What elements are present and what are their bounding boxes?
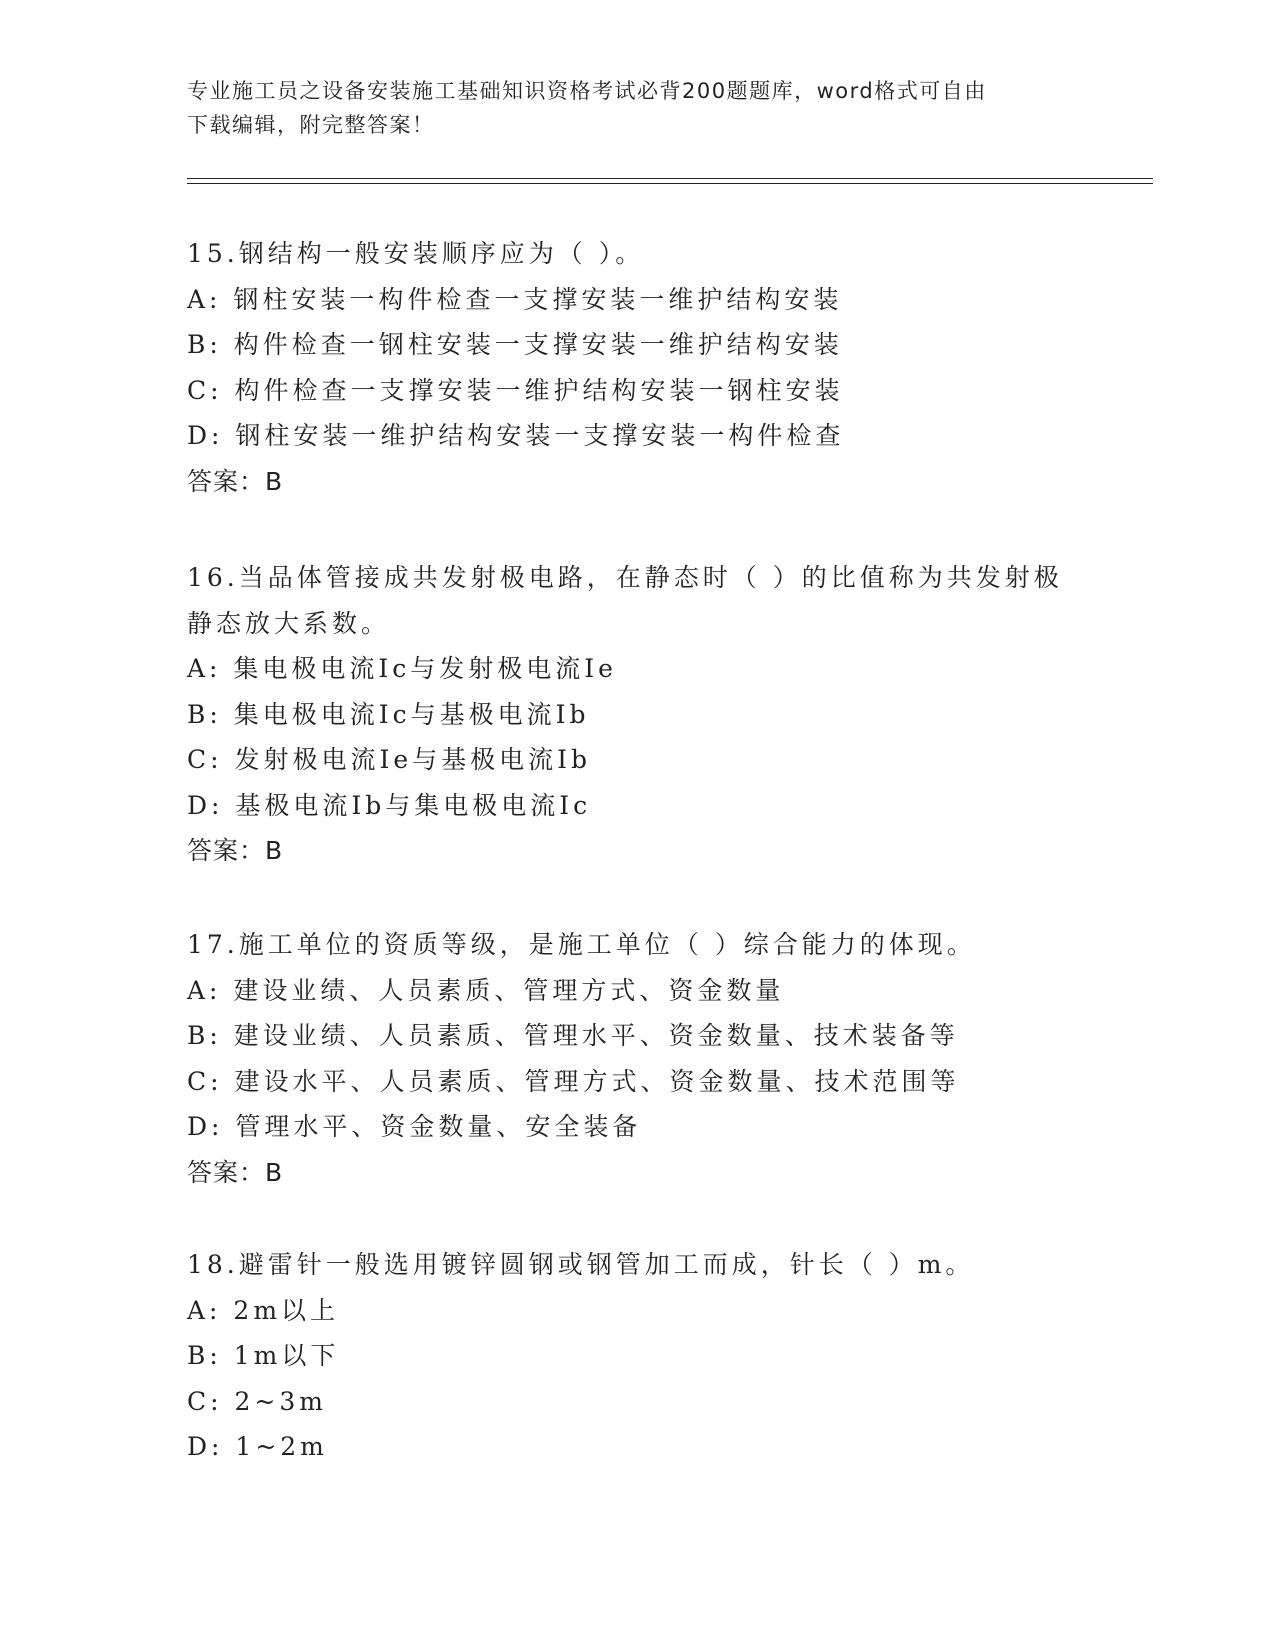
header-divider-bottom <box>187 183 1153 184</box>
option-d: D: 钢柱安装一维护结构安装一支撑安装一构件检查 <box>187 421 845 450</box>
option-a: A: 2m以上 <box>187 1295 340 1325</box>
answer: 答案：B <box>187 466 284 496</box>
option-d: D: 基极电流Ib与集电极电流Ic <box>187 790 592 820</box>
option-c: C: 发射极电流Ie与基极电流Ib <box>187 745 592 774</box>
option-c: C: 建设水平、人员素质、管理方式、资金数量、技术范围等 <box>187 1066 960 1096</box>
question-18 <box>187 1242 1087 1470</box>
option-d: D: 1~2m <box>187 1432 328 1461</box>
answer: 答案：B <box>187 1157 284 1187</box>
document-header <box>187 74 1067 142</box>
question-stem: 16.当品体管接成共发射极电路，在静态时（ ）的比值称为共发射极 <box>187 563 1063 592</box>
question-15 <box>187 231 1087 504</box>
option-a: A: 钢柱安装一构件检查一支撑安装一维护结构安装 <box>187 284 843 314</box>
option-b: B: 构件检查一钢柱安装一支撑安装一维护结构安装 <box>187 330 843 359</box>
question-stem: 15.钢结构一般安装顺序应为（ ）。 <box>187 239 645 268</box>
option-b: B: 1m以下 <box>187 1341 340 1370</box>
question-stem: 18.避雷针一般选用镀锌圆钢或钢管加工而成，针长（ ）m。 <box>187 1250 975 1279</box>
question-17 <box>187 922 1087 1195</box>
question-stem: 17.施工单位的资质等级，是施工单位（ ）综合能力的体现。 <box>187 930 976 959</box>
option-c: C: 2~3m <box>187 1386 327 1416</box>
question-16 <box>187 555 1087 874</box>
option-c: C: 构件检查一支撑安装一维护结构安装一钢柱安装 <box>187 375 844 405</box>
option-b: B: 集电极电流Ic与基极电流Ib <box>187 699 590 729</box>
option-a: A: 集电极电流Ic与发射极电流Ie <box>187 654 617 683</box>
question-stem-continued: 静态放大系数。 <box>187 608 391 638</box>
option-a: A: 建设业绩、人员素质、管理方式、资金数量 <box>187 975 785 1005</box>
header-line-1: 专业施工员之设备安装施工基础知识资格考试必背200题题库，word格式可自由 <box>187 79 987 103</box>
header-line-2: 下载编辑，附完整答案！ <box>187 113 435 137</box>
header-divider-top <box>187 178 1153 179</box>
option-b: B: 建设业绩、人员素质、管理水平、资金数量、技术装备等 <box>187 1021 959 1050</box>
answer: 答案：B <box>187 836 284 865</box>
option-d: D: 管理水平、资金数量、安全装备 <box>187 1112 642 1141</box>
